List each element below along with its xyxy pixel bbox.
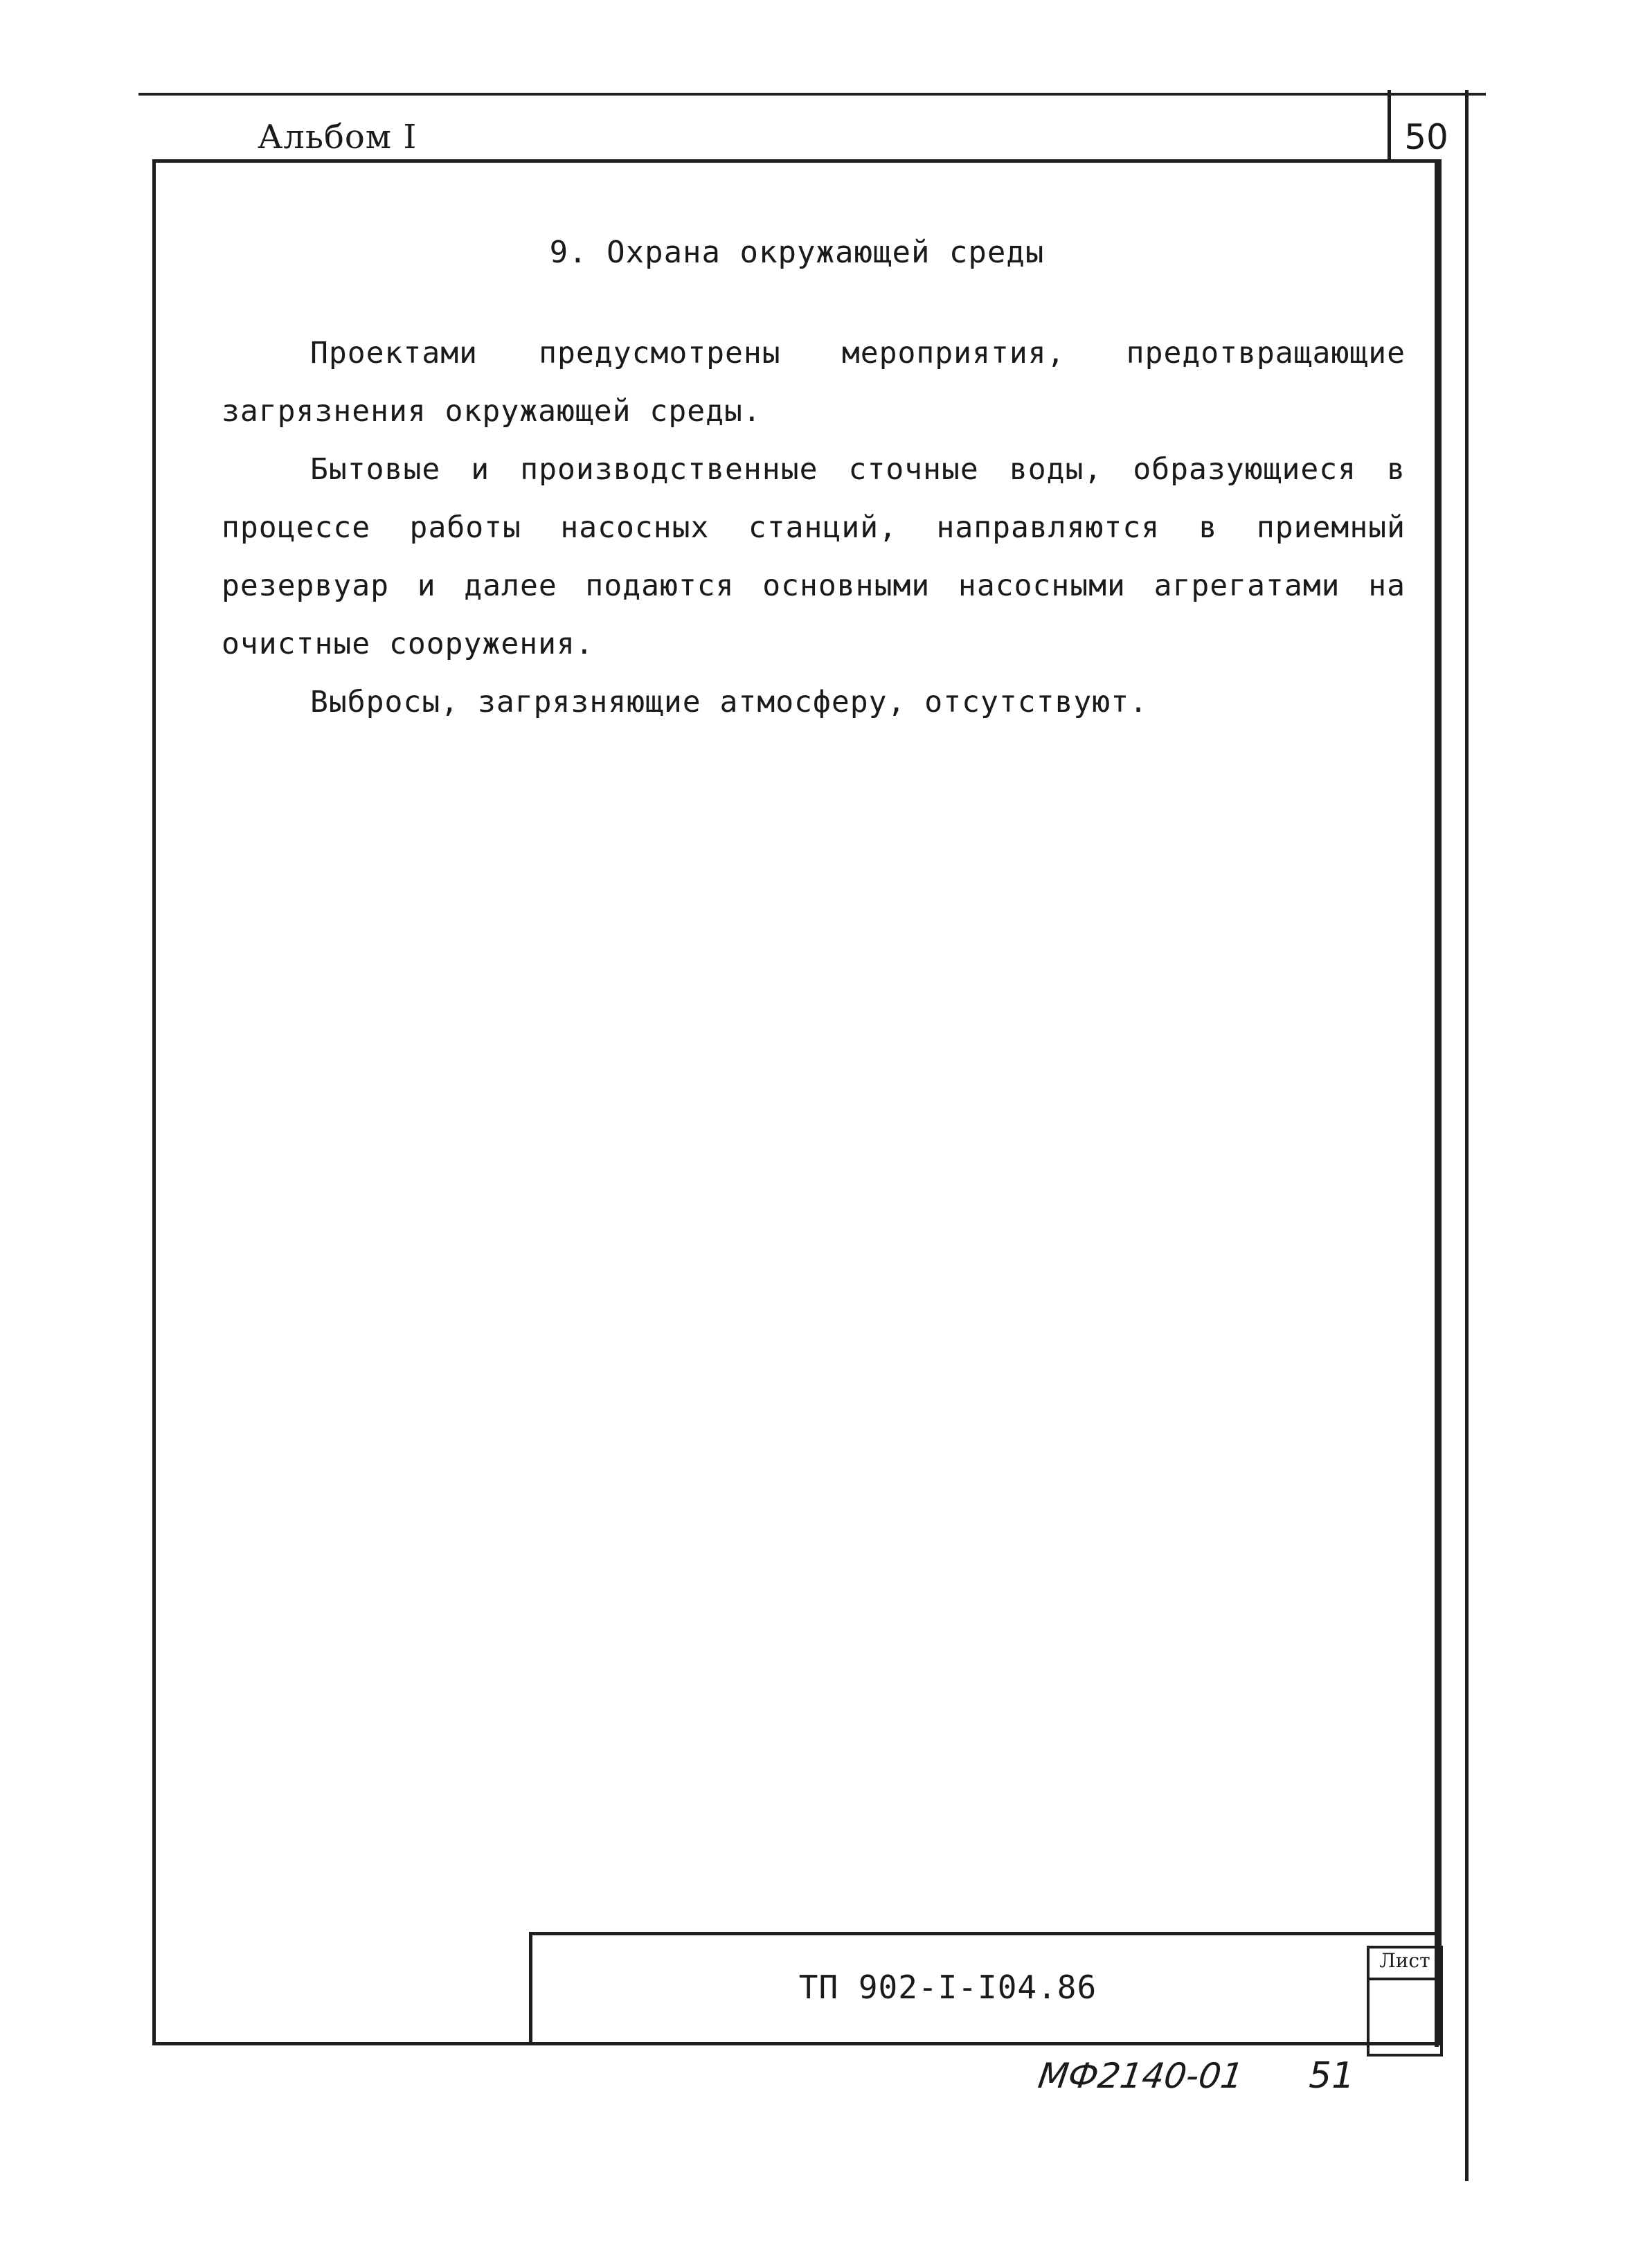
paragraph: Бытовые и производственные сточные воды, образующиеся в процессе работы насосных станций, направляются в приемный резервуар и далее подаются основными насосными агрегатами на очистные сооружения. <box>222 452 1406 661</box>
right-margin-rule <box>1465 90 1469 2181</box>
sheet-cell-divider <box>1367 1978 1443 1980</box>
archive-code: МФ2140-01 <box>1035 2056 1246 2096</box>
page-number-box-left <box>1388 90 1391 162</box>
top-rule <box>138 93 1486 96</box>
section-title: 9. Охрана окружающей среды <box>549 235 1045 270</box>
section-body <box>222 324 1406 731</box>
paragraph: Проектами предусмотрены мероприятия, предотвращающие загрязнения окружающей среды. <box>222 336 1406 429</box>
document-code: ТП 902-I-I04.86 <box>798 1969 1097 2006</box>
archive-sheet-number: 51 <box>1309 2055 1355 2097</box>
paragraph: Выбросы, загрязняющие атмосферу, отсутствуют. <box>310 685 1148 719</box>
page-number: 50 <box>1404 117 1448 157</box>
album-label: Альбом I <box>258 118 418 156</box>
sheet-label: Лист <box>1379 1949 1430 1972</box>
